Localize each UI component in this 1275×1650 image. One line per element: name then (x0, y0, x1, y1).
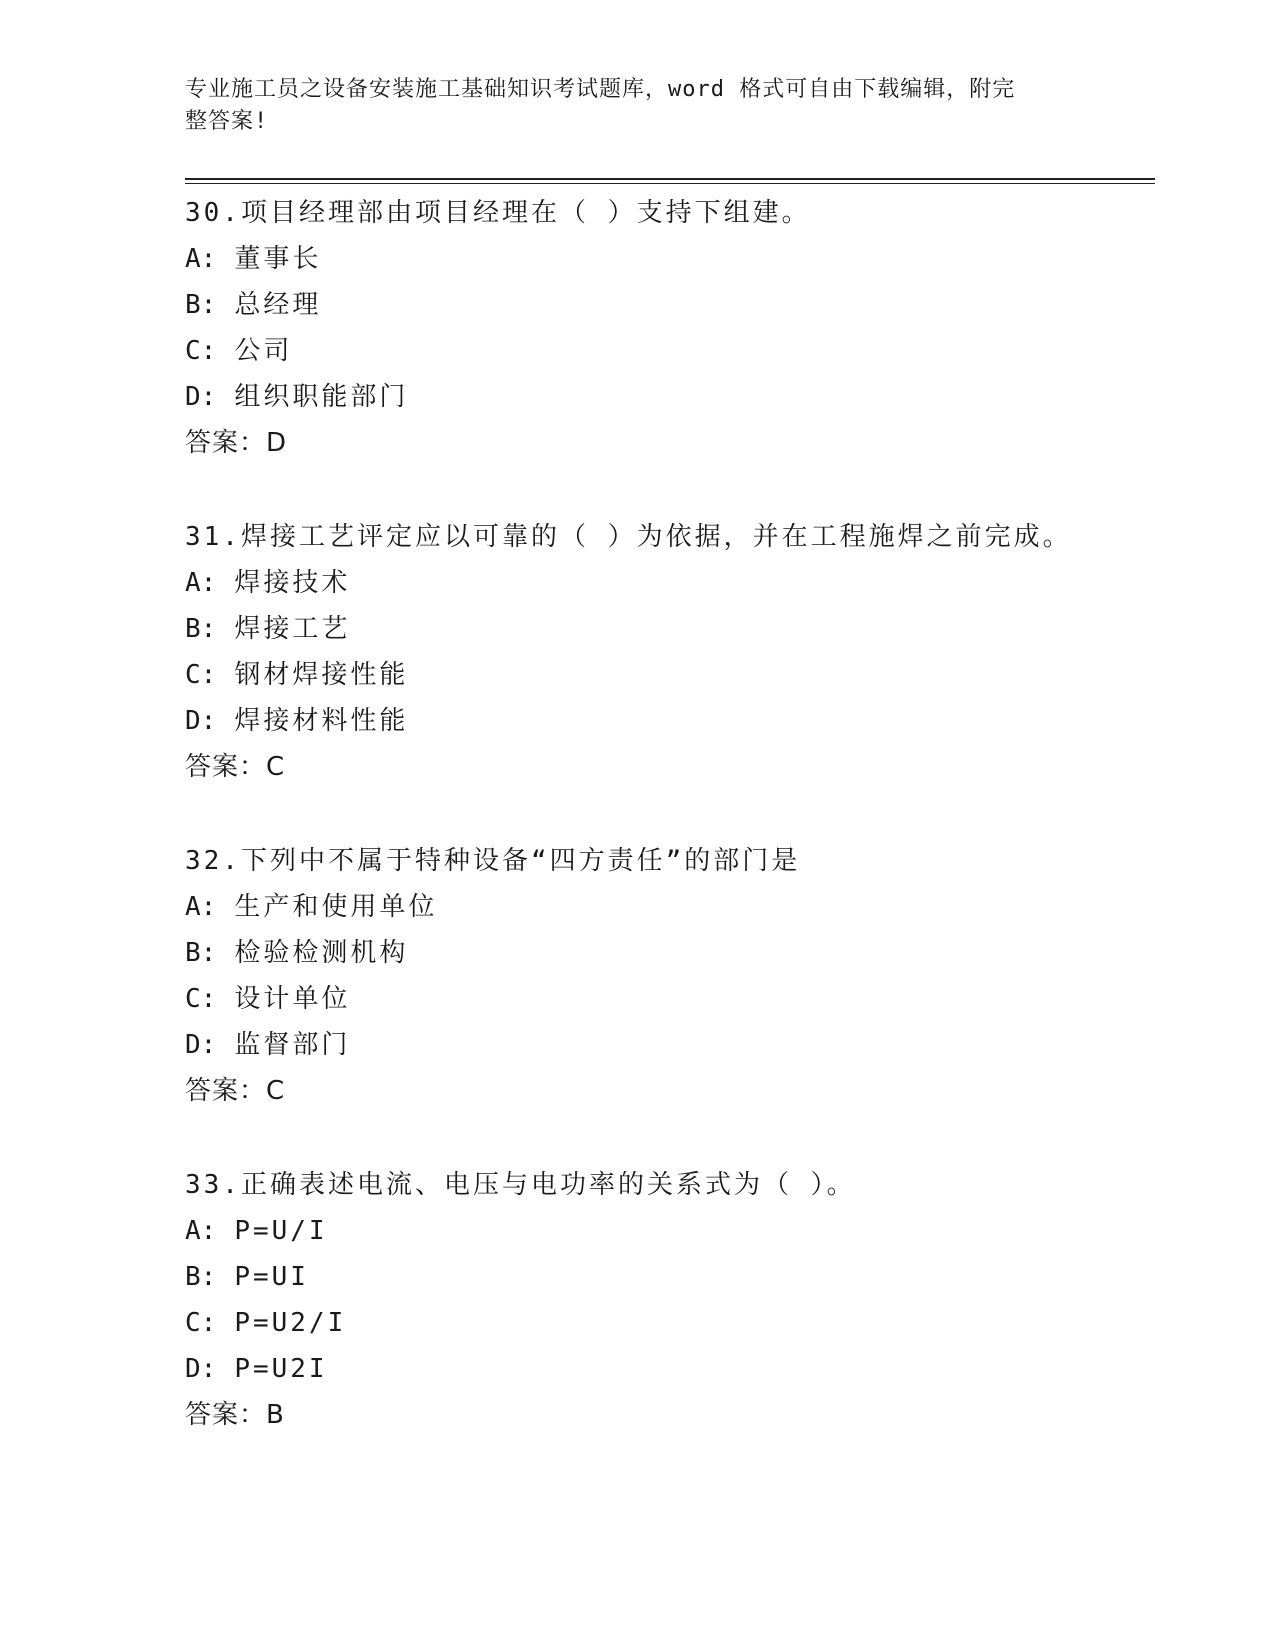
divider-line-thin (185, 183, 1155, 184)
option-text: 设计单位 (234, 984, 351, 1014)
option-b (185, 606, 1155, 652)
option-text: 焊接工艺 (234, 614, 351, 644)
option-letter: A: (185, 1216, 217, 1246)
option-letter: C: (185, 660, 217, 690)
option-d (185, 1022, 1155, 1068)
option-text: P=U2/I (234, 1308, 347, 1338)
question-stem: 30.项目经理部由项目经理在（ ）支持下组建。 (185, 198, 811, 228)
option-letter: A: (185, 568, 217, 598)
question-32 (185, 838, 1155, 1114)
option-text: 焊接技术 (234, 568, 351, 598)
option-d (185, 374, 1155, 420)
option-text: 监督部门 (234, 1030, 351, 1060)
question-31 (185, 514, 1155, 790)
option-letter: B: (185, 938, 217, 968)
question-stem: 32.下列中不属于特种设备“四方责任”的部门是 (185, 846, 801, 876)
option-text: 总经理 (234, 290, 322, 320)
question-33 (185, 1162, 1155, 1438)
option-letter: C: (185, 336, 217, 366)
option-letter: B: (185, 1262, 217, 1292)
question-30 (185, 190, 1155, 466)
divider-line-thick (185, 178, 1155, 180)
answer-line: 答案：B (185, 1400, 285, 1430)
option-letter: D: (185, 1030, 217, 1060)
option-b (185, 1254, 1155, 1300)
option-letter: B: (185, 290, 217, 320)
option-letter: A: (185, 244, 217, 274)
option-text: 公司 (234, 336, 293, 366)
question-stem: 31.焊接工艺评定应以可靠的（ ）为依据，并在工程施焊之前完成。 (185, 522, 1072, 552)
option-letter: C: (185, 984, 217, 1014)
option-text: 组织职能部门 (234, 382, 409, 412)
option-c (185, 328, 1155, 374)
header-divider (185, 178, 1155, 184)
document-header (185, 74, 1065, 138)
answer-line: 答案：C (185, 752, 286, 782)
option-text: P=UI (234, 1262, 309, 1292)
option-b (185, 282, 1155, 328)
option-a (185, 1208, 1155, 1254)
header-line-2: 整答案! (185, 109, 269, 134)
option-letter: B: (185, 614, 217, 644)
answer-line: 答案：C (185, 1076, 286, 1106)
header-line-1: 专业施工员之设备安装施工基础知识考试题库，word 格式可自由下载编辑，附完 (185, 77, 1016, 102)
option-text: 生产和使用单位 (234, 892, 438, 922)
option-b (185, 930, 1155, 976)
option-text: 焊接材料性能 (234, 706, 409, 736)
option-letter: D: (185, 382, 217, 412)
answer-line: 答案：D (185, 428, 288, 458)
option-letter: D: (185, 706, 217, 736)
option-text: 董事长 (234, 244, 322, 274)
option-letter: D: (185, 1354, 217, 1384)
option-a (185, 236, 1155, 282)
option-text: P=U2I (234, 1354, 328, 1384)
option-d (185, 698, 1155, 744)
option-c (185, 1300, 1155, 1346)
option-letter: A: (185, 892, 217, 922)
option-text: 检验检测机构 (234, 938, 409, 968)
option-text: P=U/I (234, 1216, 328, 1246)
option-a (185, 560, 1155, 606)
option-a (185, 884, 1155, 930)
question-list (185, 190, 1155, 1486)
option-c (185, 976, 1155, 1022)
option-text: 钢材焊接性能 (234, 660, 409, 690)
option-d (185, 1346, 1155, 1392)
option-c (185, 652, 1155, 698)
question-stem: 33.正确表述电流、电压与电功率的关系式为（ ）。 (185, 1170, 856, 1200)
option-letter: C: (185, 1308, 217, 1338)
